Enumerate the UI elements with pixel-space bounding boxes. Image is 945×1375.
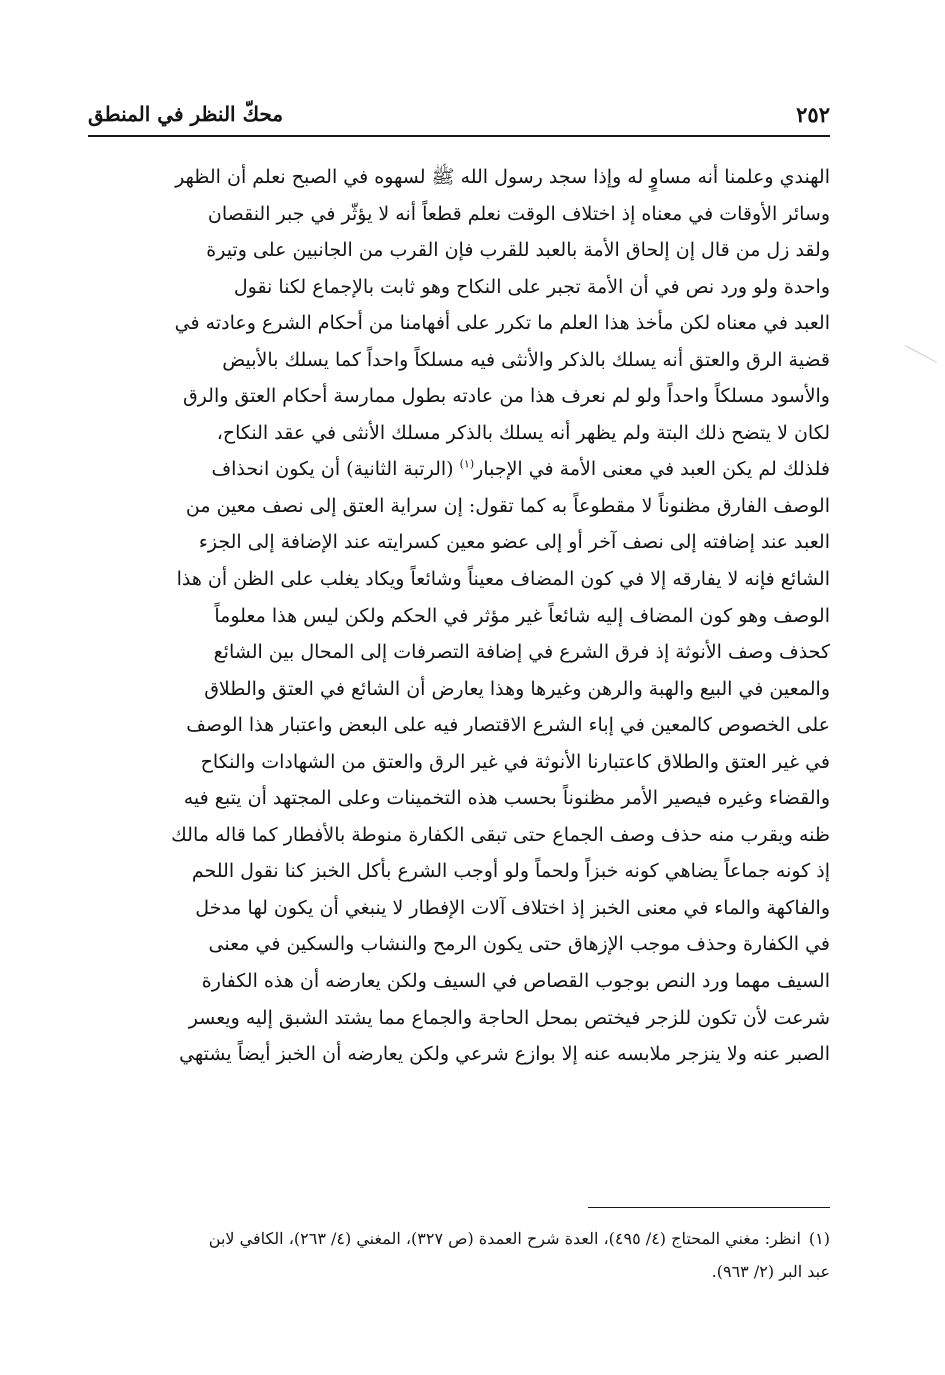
scan-edge-mark [905, 345, 937, 363]
text-line: الوصف الفارق مظنوناً لا مقطوعاً به كما تقول: إن سراية العتق إلى نصف معين من [185, 494, 830, 517]
text-line: والأسود مسلكاً واحداً ولو لم نعرف هذا من عادته بطول ممارسة أحكام العتق والرق [182, 385, 830, 408]
text-line: كحذف وصف الأنوثة إذ فرق الشرع في إضافة التصرفات إلى المحال بين الشائع [213, 641, 830, 664]
text-line: شرعت لأن تكون للزجر فيختص بمحل الحاجة والجماع مما يشتد الشبق إليه ويعسر [188, 1006, 830, 1029]
footnote-number: (١) [808, 1229, 830, 1248]
footnote-line: عبد البر (٢/ ٩٦٣). [711, 1262, 830, 1281]
text-line: ظنه ويقرب منه حذف وصف الجماع حتى تبقى الكفارة منوطة بالأفطار كما قاله مالك [171, 823, 830, 846]
text-line: ولقد زل من قال إن إلحاق الأمة بالعبد للقرب فإن القرب من الجانبين على وتيرة [206, 239, 830, 262]
text-line: في غير العتق والطلاق كاعتبارنا الأنوثة في غير الرق والعتق من الشهادات والنكاح [200, 750, 830, 773]
text-line: والفاكهة والماء في معنى الخبز إذ اختلاف آلات الإفطار لا ينبغي أن يكون لها مدخل [195, 896, 830, 919]
text-line: قضية الرق والعتق أنه يسلك بالذكر والأنثى فيه مسلكاً واحداً كما يسلك بالأبيض [222, 348, 830, 371]
footnote-reference[interactable]: (١) [459, 458, 475, 472]
running-title: محكّ النظر في المنطق [88, 102, 284, 126]
text-line: وسائر الأوقات في معناه إذ اختلاف الوقت نعلم قطعاً أنه لا يؤثّر في جبر النقصان [207, 202, 830, 225]
footnotes [88, 1222, 830, 1288]
line-segment: فلذلك لم يكن العبد في معنى الأمة في الإجبار [474, 458, 830, 481]
text-line: العبد عند إضافته إلى نصف آخر أو إلى عضو معين كسرايته عند الإضافة إلى الجزء [198, 531, 830, 554]
page-number: ٢٥٢ [796, 101, 830, 127]
text-line: السيف مهما ورد النص بوجوب القصاص في السيف ولكن يعارضه أن هذه الكفارة [201, 970, 830, 993]
page-header [88, 96, 830, 132]
text-line-with-footnote-ref [88, 451, 830, 488]
footnote-text: انظر: مغني المحتاج (٤/ ٤٩٥)، العدة شرح العمدة (ص ٣٢٧)، المغني (٤/ ٢٦٣)، الكافي لابن [208, 1229, 801, 1248]
text-line: الصبر عنه ولا ينزجر ملابسه عنه إلا بوازع شرعي ولكن يعارضه أن الخبز أيضاً يشتهي [179, 1043, 830, 1066]
footnote-line [88, 1222, 830, 1255]
text-line: الهندي وعلمنا أنه مساوٍ له وإذا سجد رسول الله ﷺ لسهوه في الصبح نعلم أن الظهر [175, 166, 830, 188]
footnote-separator [588, 1207, 830, 1208]
text-line: في الكفارة وحذف موجب الإزهاق حتى يكون الرمح والنشاب والسكين في معنى [208, 933, 830, 956]
text-line: والمعين في البيع والهبة والرهن وغيرها وهذا يعارض أن الشائع في العتق والطلاق [204, 677, 830, 700]
text-line: على الخصوص كالمعين في إباء الشرع الاقتصار فيه على البعض واعتبار هذا الوصف [186, 714, 830, 737]
text-line: الشائع فإنه لا يفارقه إلا في كون المضاف معيناً وشائعاً ويكاد يغلب على الظن أن هذا [176, 568, 830, 591]
body-text [88, 159, 830, 1073]
line-segment: (الرتبة الثانية) أن يكون انحذاف [211, 458, 460, 481]
text-line: العبد في معناه لكن مأخذ هذا العلم ما تكرر على أفهامنا من أحكام الشرع وعادته في [174, 312, 830, 335]
header-rule [88, 135, 830, 137]
text-line: واحدة ولو ورد نص في أن الأمة تجبر على النكاح وهو ثابت بالإجماع لكنا نقول [233, 275, 830, 298]
text-line: لكان لا يتضح ذلك البتة ولم يظهر أنه يسلك بالذكر مسلك الأنثى في عقد النكاح، [216, 421, 830, 444]
text-line: الوصف وهو كون المضاف إليه شائعاً غير مؤثر في الحكم ولكن ليس هذا معلوماً [214, 604, 830, 627]
text-line: والقضاء وغيره فيصير الأمر مظنوناً بحسب هذه التخمينات وعلى المجتهد أن يتبع فيه [183, 787, 830, 810]
text-line: إذ كونه جماعاً يضاهي كونه خبزاً ولحماً ولو أوجب الشرع بأكل الخبز كنا نقول اللحم [191, 860, 830, 883]
